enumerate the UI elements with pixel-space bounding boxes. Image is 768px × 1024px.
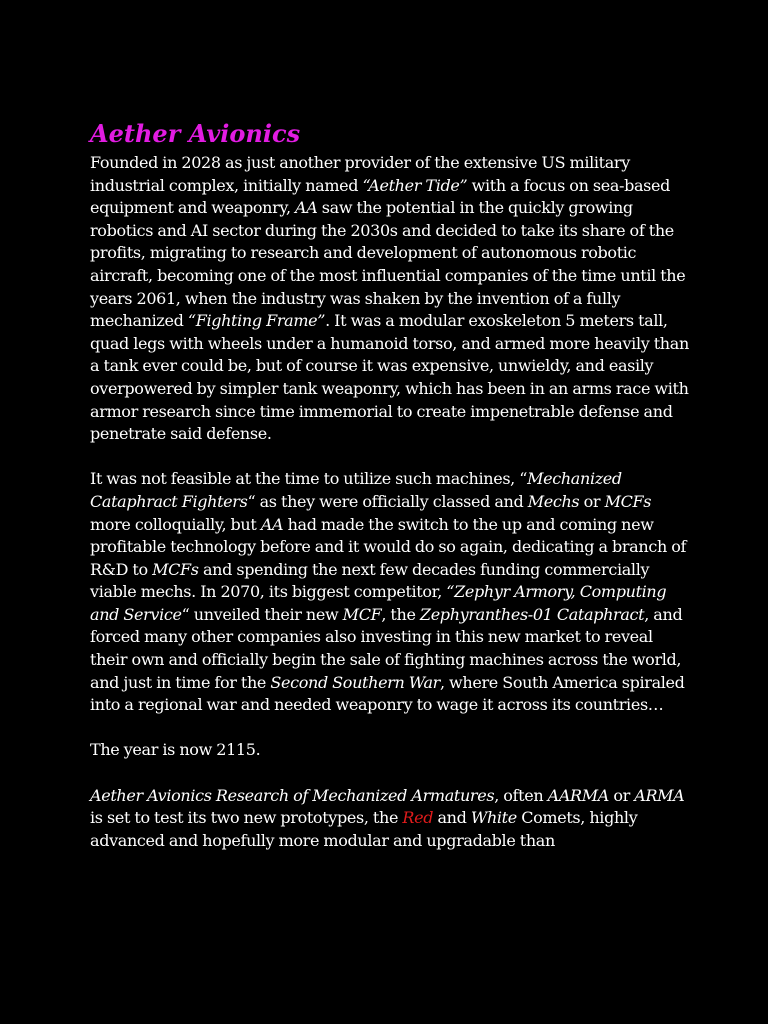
text-run: Founded in 2028 as just another provider of the extensive US military industrial complex, initially named	[90, 153, 630, 195]
text-run: The year is now 2115.	[90, 740, 261, 760]
text-run: is set to test its two new prototypes, the	[90, 808, 403, 828]
body-text	[90, 152, 690, 852]
page-title: Aether Avionics	[90, 119, 301, 148]
emphasis-text: AARMA	[547, 785, 609, 805]
text-run: , the	[381, 604, 420, 624]
emphasis-text: White	[470, 808, 517, 828]
emphasis-text: Zephyranthes-01 Cataphract	[419, 604, 645, 624]
text-run: saw the potential in the quickly growing robotics and AI sector during the 2030s and decided to take its share of the profits, migrating to research and development of autonomous robotic aircraft, becoming one of the most influential companies of the time until the years 2061, when the industry was shaken by the invention of a fully mechanized	[90, 198, 686, 331]
emphasis-text: Mechs	[527, 491, 580, 511]
text-run: more colloquially, but	[90, 514, 261, 534]
paragraph	[90, 468, 690, 717]
text-run: . It was a modular exoskeleton 5 meters tall, quad legs with wheels under a humanoid torso, and armed more heavily than a tank ever could be, but of course it was expensive, unwieldy, and easily overpowered by simpler tank weaponry, which has been in an arms race with armor research since time immemorial to create impenetrable defense and penetrate said defense.	[90, 311, 689, 444]
document-page	[90, 118, 690, 875]
text-run: and spending the next few decades funding commercially viable mechs. In 2070, its biggest competitor,	[90, 559, 650, 602]
text-run: , where South America spiraled into a regional war and needed weaponry to wage it across its countries…	[90, 672, 685, 715]
emphasis-text: Second Southern War	[270, 672, 440, 692]
paragraph	[90, 785, 690, 853]
emphasis-text: MCFs	[152, 559, 199, 579]
text-run: Comets, highly advanced and hopefully more modular and upgradable than	[90, 808, 638, 850]
text-run: “ as they were officially classed and	[247, 491, 528, 511]
paragraph	[90, 739, 690, 762]
text-run: or	[579, 491, 605, 511]
text-run: “ unveiled their new	[181, 604, 343, 624]
text-run: , often	[494, 785, 548, 805]
emphasis-text: “Fighting Frame”	[187, 311, 326, 331]
text-run: and	[433, 808, 471, 828]
text-run: with a focus on sea-based equipment and weaponry,	[90, 175, 671, 218]
text-run: It was not feasible at the time to utilize such machines, “	[90, 469, 528, 489]
emphasis-text: “Zephyr Armory, Computing and Service	[90, 582, 667, 624]
emphasis-text: MCFs	[604, 491, 652, 511]
emphasis-text: AA	[295, 198, 318, 218]
text-run: had made the switch to the up and coming new profitable technology before and it would do so again, dedicating a branch of R&D to	[90, 514, 687, 579]
emphasis-text: Red	[402, 808, 434, 828]
emphasis-text: Aether Avionics Research of Mechanized Armatures	[90, 785, 495, 805]
emphasis-text: ARMA	[634, 785, 685, 805]
text-run: or	[608, 785, 635, 805]
emphasis-text: “Aether Tide”	[362, 175, 468, 195]
paragraph	[90, 152, 690, 446]
emphasis-text: AA	[260, 514, 284, 534]
text-run: , and forced many other companies also investing in this new market to reveal their own and officially begin the sale of fighting machines across the world, and just in time for the	[90, 604, 683, 692]
emphasis-text: Mechanized Cataphract Fighters	[90, 469, 622, 511]
emphasis-text: MCF	[342, 604, 382, 624]
